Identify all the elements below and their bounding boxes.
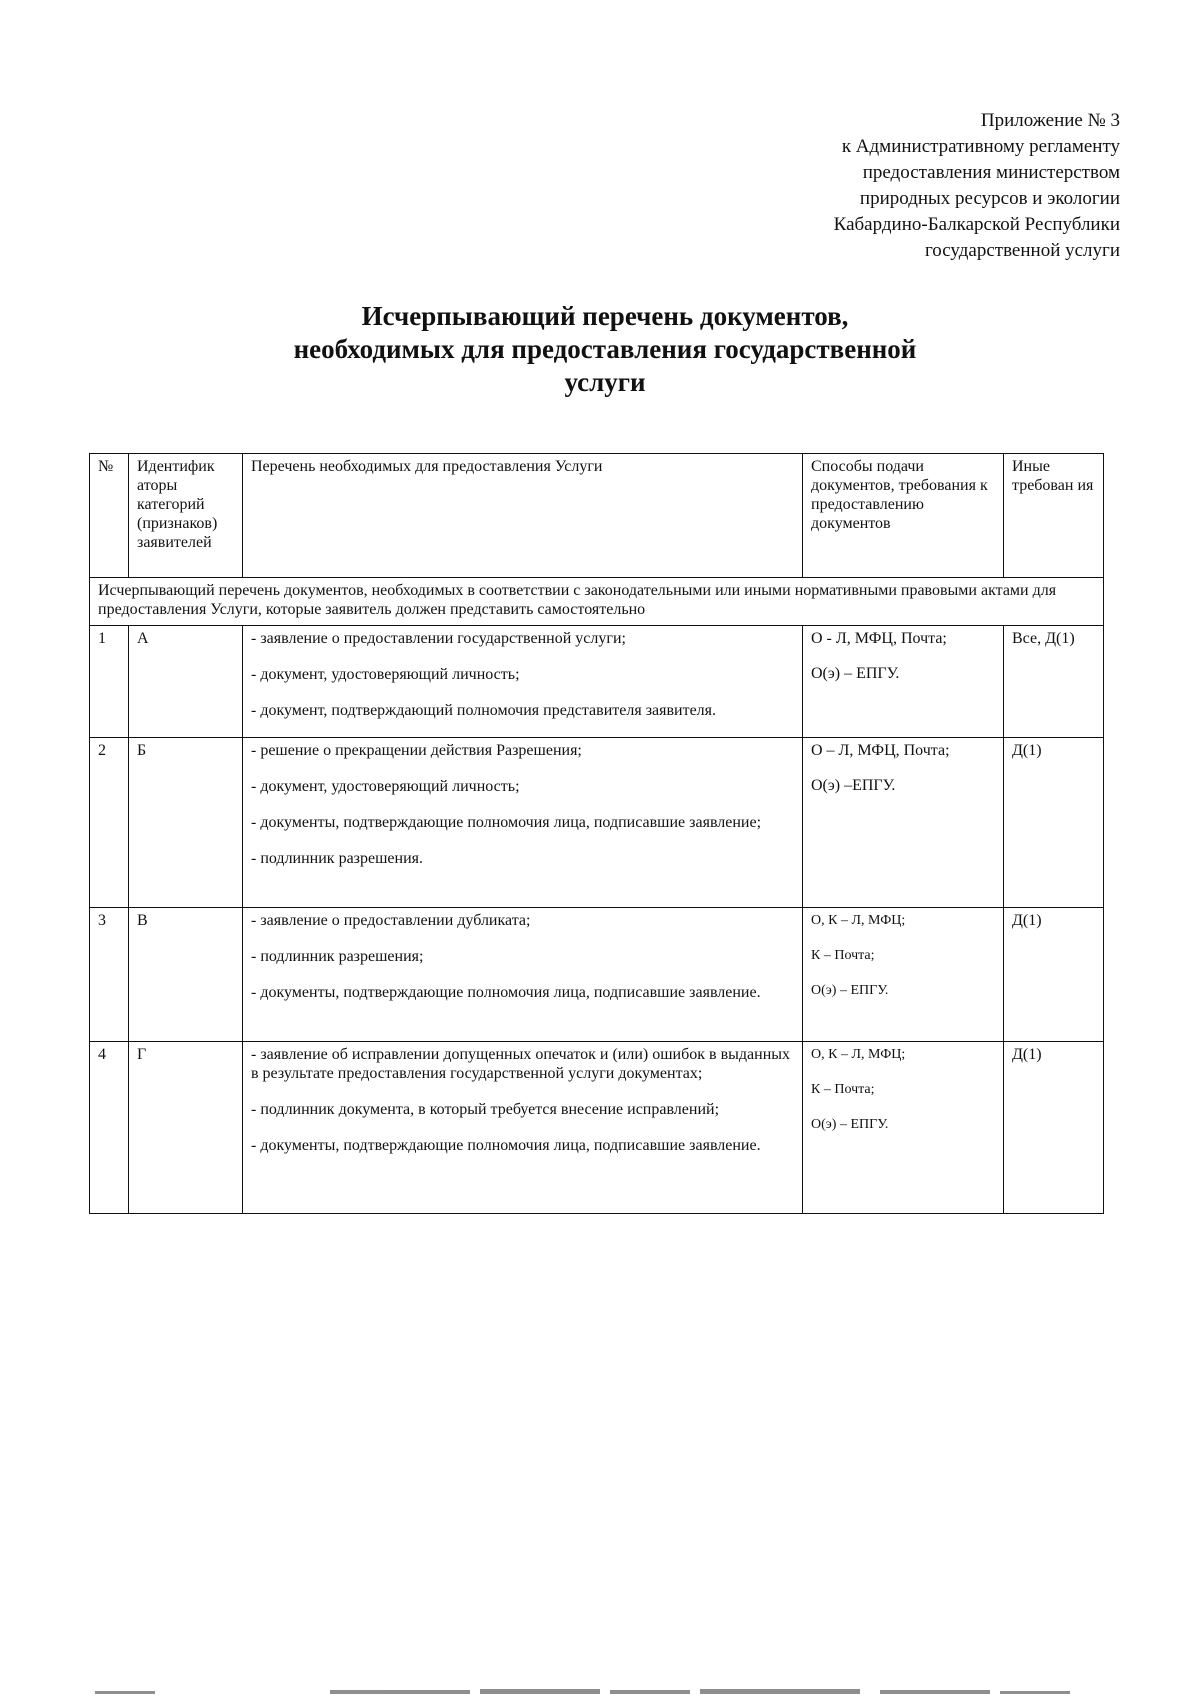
document-entry: - заявление о предоставлении дубликата; xyxy=(251,912,531,929)
appendix-line: государственной услуги xyxy=(924,240,1120,261)
section-note: Исчерпывающий перечень документов, необходимых в соответствии с законодательными или иными нормативными правовыми актами для предоставления Услуги, которые заявитель должен представить самостоятельно xyxy=(90,578,1104,626)
document-entry: - заявление о предоставлении государственной услуги; xyxy=(251,630,626,647)
header-num: № xyxy=(90,454,129,578)
table-row xyxy=(90,626,1104,738)
row-other-requirements: Д(1) xyxy=(1004,1042,1104,1214)
document-entry: - заявление об исправлении допущенных опечаток и (или) ошибок в выданных в результате предоставления государственной услуги документах; xyxy=(251,1046,791,1082)
appendix-line: Приложение № 3 xyxy=(980,110,1120,131)
method-line: К – Почта; xyxy=(811,1082,875,1097)
document-entry: - решение о прекращении действия Разрешения; xyxy=(251,742,582,759)
section-row xyxy=(90,578,1104,626)
method-line: О, К – Л, МФЦ; xyxy=(811,913,906,928)
method-line: О(э) – ЕПГУ. xyxy=(811,983,889,998)
method-line: О – Л, МФЦ, Почта; xyxy=(811,742,950,759)
title-line: услуги xyxy=(564,367,646,397)
document-entry: - документы, подтверждающие полномочия лица, подписавшие заявление. xyxy=(251,984,761,1001)
row-category-id: Г xyxy=(129,1042,243,1214)
method-line: К – Почта; xyxy=(811,948,875,963)
appendix-line: предоставления министерством xyxy=(862,162,1120,183)
method-line: О, К – Л, МФЦ; xyxy=(811,1047,906,1062)
row-num: 4 xyxy=(90,1042,129,1214)
row-category-id: В xyxy=(129,908,243,1042)
header-other-requirements: Иные требован ия xyxy=(1004,454,1104,578)
row-other-requirements: Все, Д(1) xyxy=(1004,626,1104,738)
method-line: О - Л, МФЦ, Почта; xyxy=(811,630,947,647)
document-title xyxy=(200,300,1010,399)
table-header-row xyxy=(90,454,1104,578)
row-documents xyxy=(243,908,803,1042)
appendix-line: к Административному регламенту xyxy=(841,136,1120,157)
row-num: 2 xyxy=(90,738,129,908)
document-entry: - документ, удостоверяющий личность; xyxy=(251,666,520,683)
header-document-list: Перечень необходимых для предоставления Услуги xyxy=(243,454,803,578)
document-entry: - подлинник разрешения. xyxy=(251,850,424,867)
table-row xyxy=(90,1042,1104,1214)
header-identifiers: Идентифик аторы категорий (признаков) заявителей xyxy=(129,454,243,578)
row-methods xyxy=(803,738,1004,908)
title-line: Исчерпывающий перечень документов, xyxy=(361,301,849,331)
document-entry: - подлинник документа, в который требуется внесение исправлений; xyxy=(251,1101,720,1118)
document-entry: - документы, подтверждающие полномочия лица, подписавшие заявление; xyxy=(251,814,762,831)
header-submission-methods: Способы подачи документов, требования к предоставлению документов xyxy=(803,454,1004,578)
row-methods xyxy=(803,1042,1004,1214)
row-num: 1 xyxy=(90,626,129,738)
table-row xyxy=(90,908,1104,1042)
row-category-id: Б xyxy=(129,738,243,908)
appendix-line: Кабардино-Балкарской Республики xyxy=(833,214,1120,235)
appendix-line: природных ресурсов и экологии xyxy=(859,188,1120,209)
appendix-header xyxy=(700,108,1120,264)
table-row xyxy=(90,738,1104,908)
title-line: необходимых для предоставления государственной xyxy=(293,334,917,364)
row-category-id: А xyxy=(129,626,243,738)
row-documents xyxy=(243,1042,803,1214)
document-entry: - документы, подтверждающие полномочия лица, подписавшие заявление. xyxy=(251,1137,761,1154)
document-entry: - подлинник разрешения; xyxy=(251,948,424,965)
document-entry: - документ, подтверждающий полномочия представителя заявителя. xyxy=(251,702,717,719)
documents-table xyxy=(89,453,1104,1214)
row-other-requirements: Д(1) xyxy=(1004,738,1104,908)
row-num: 3 xyxy=(90,908,129,1042)
method-line: О(э) –ЕПГУ. xyxy=(811,777,896,794)
row-methods xyxy=(803,626,1004,738)
document-entry: - документ, удостоверяющий личность; xyxy=(251,778,520,795)
row-documents xyxy=(243,626,803,738)
row-other-requirements: Д(1) xyxy=(1004,908,1104,1042)
row-documents xyxy=(243,738,803,908)
row-methods xyxy=(803,908,1004,1042)
method-line: О(э) – ЕПГУ. xyxy=(811,1117,889,1132)
scan-edge-noise xyxy=(0,1683,1200,1697)
method-line: О(э) – ЕПГУ. xyxy=(811,665,900,682)
